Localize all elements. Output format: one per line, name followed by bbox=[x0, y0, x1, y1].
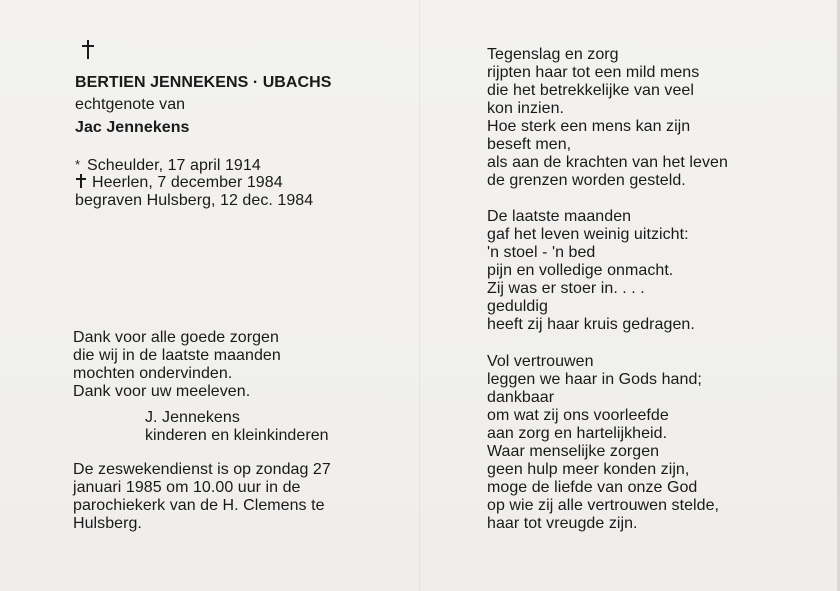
signature-line: kinderen en kleinkinderen bbox=[145, 427, 329, 444]
poem-line: rijpten haar tot een mild mens bbox=[487, 64, 700, 81]
poem-line: op wie zij alle vertrouwen stelde, bbox=[487, 497, 720, 514]
cross-icon bbox=[81, 40, 95, 59]
poem-line: 'n stoel - 'n bed bbox=[487, 244, 596, 261]
spouse-intro: echtgenote van bbox=[75, 96, 186, 113]
poem-line: Zij was er stoer in. . . . bbox=[487, 280, 645, 297]
card-fold bbox=[419, 0, 420, 591]
thanks-line: die wij in de laatste maanden bbox=[73, 347, 281, 364]
birth-text: Scheulder, 17 april 1914 bbox=[87, 157, 261, 174]
poem-line: Hoe sterk een mens kan zijn bbox=[487, 118, 691, 135]
thanks-line: Dank voor alle goede zorgen bbox=[73, 329, 279, 346]
death-line bbox=[76, 174, 283, 192]
poem-line: pijn en volledige onmacht. bbox=[487, 262, 674, 279]
poem-line: haar tot vreugde zijn. bbox=[487, 515, 638, 532]
poem-line: Tegenslag en zorg bbox=[487, 46, 619, 63]
birth-star-icon: * bbox=[75, 157, 81, 172]
death-text: Heerlen, 7 december 1984 bbox=[92, 174, 283, 191]
signature-line: J. Jennekens bbox=[145, 409, 240, 426]
poem-line: Waar menselijke zorgen bbox=[487, 443, 660, 460]
poem-line: Vol vertrouwen bbox=[487, 353, 594, 370]
service-line: parochiekerk van de H. Clemens te bbox=[73, 497, 325, 514]
poem-line: beseft men, bbox=[487, 136, 572, 153]
poem-line: De laatste maanden bbox=[487, 208, 632, 225]
service-line: Hulsberg. bbox=[73, 515, 142, 532]
burial-text: begraven Hulsberg, 12 dec. 1984 bbox=[75, 192, 314, 209]
poem-line: aan zorg en hartelijkheid. bbox=[487, 425, 668, 442]
poem-line: leggen we haar in Gods hand; bbox=[487, 371, 702, 388]
poem-line: geduldig bbox=[487, 298, 548, 315]
death-cross-icon bbox=[76, 174, 87, 188]
spouse-name: Jac Jennekens bbox=[75, 119, 190, 136]
poem-line: die het betrekkelijke van veel bbox=[487, 82, 694, 99]
thanks-line: mochten ondervinden. bbox=[73, 365, 233, 382]
birth-line bbox=[75, 156, 261, 175]
poem-line: om wat zij ons voorleefde bbox=[487, 407, 669, 424]
poem-line: heeft zij haar kruis gedragen. bbox=[487, 316, 695, 333]
poem-line: dankbaar bbox=[487, 389, 555, 406]
poem-line: kon inzien. bbox=[487, 100, 565, 117]
poem-line: als aan de krachten van het leven bbox=[487, 154, 728, 171]
poem-line: geen hulp meer konden zijn, bbox=[487, 461, 690, 478]
service-line: De zeswekendienst is op zondag 27 bbox=[73, 461, 331, 478]
poem-line: de grenzen worden gesteld. bbox=[487, 172, 686, 189]
deceased-name: BERTIEN JENNEKENS · UBACHS bbox=[75, 74, 332, 91]
poem-line: moge de liefde van onze God bbox=[487, 479, 698, 496]
service-line: januari 1985 om 10.00 uur in de bbox=[73, 479, 301, 496]
poem-line: gaf het leven weinig uitzicht: bbox=[487, 226, 689, 243]
thanks-line: Dank voor uw meeleven. bbox=[73, 383, 251, 400]
